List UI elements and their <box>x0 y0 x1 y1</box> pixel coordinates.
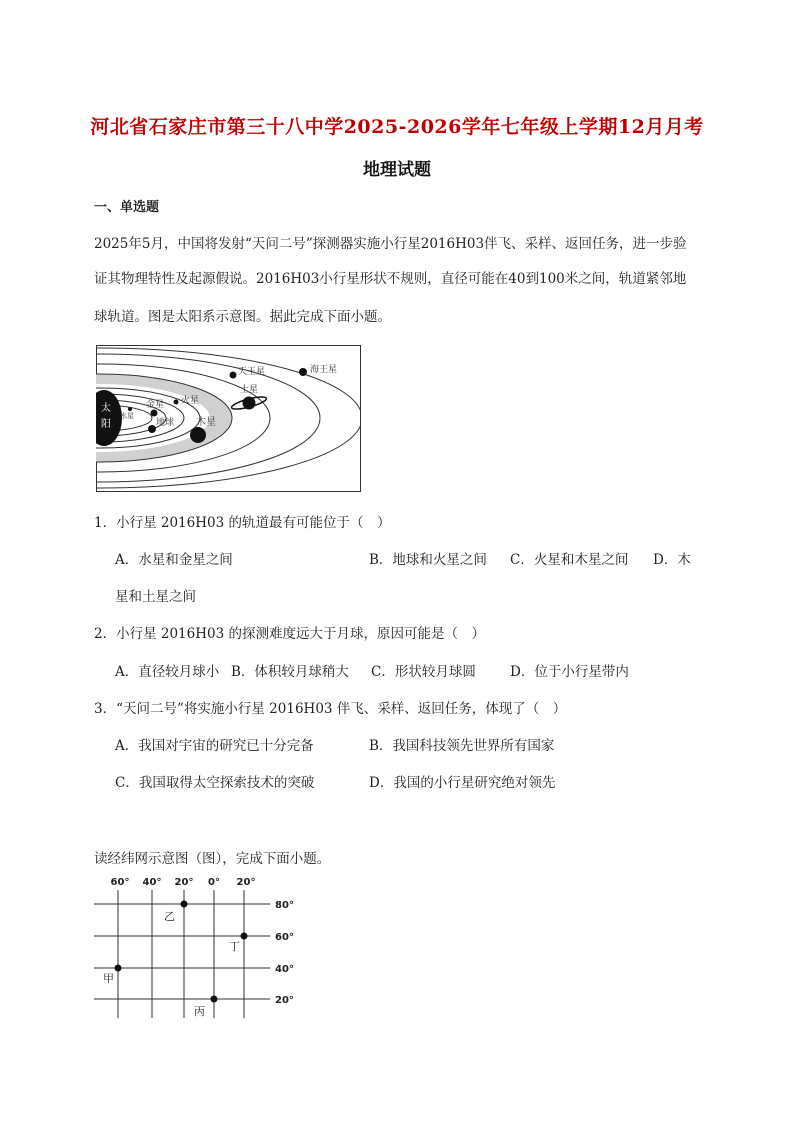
intro-paragraph-line-1: 2025年5月，中国将发射“天问二号”探测器实施小行星2016H03伴飞、采样、返回任务，进一步验 <box>94 236 687 252</box>
question-3-option-c[interactable]: C．我国取得太空探索技术的突破 <box>115 775 315 791</box>
lat-label-60: 60° <box>275 932 294 943</box>
earth-label: 地球 <box>156 418 175 428</box>
sun-label-1: 太 <box>101 403 111 414</box>
lon-label-20-east: 20° <box>236 877 256 888</box>
lon-label-40: 40° <box>142 877 162 888</box>
uranus <box>230 372 237 379</box>
solar-system-diagram <box>96 345 362 493</box>
jupiter <box>190 427 206 443</box>
question-3-option-a[interactable]: A．我国对宇宙的研究已十分完备 <box>115 738 314 754</box>
question-1-option-d[interactable]: D．木 <box>653 552 691 568</box>
point-jia <box>115 965 122 972</box>
neptune-label: 海王星 <box>310 365 338 375</box>
intro-graticule: 读经纬网示意图（图），完成下面小题。 <box>94 851 331 867</box>
question-3-stem: 3．“天问二号”将实施小行星 2016H03 伴飞、采样、返回任务，体现了（ ） <box>94 701 567 717</box>
section-heading-single-choice: 一、单选题 <box>94 200 160 215</box>
lon-label-0: 0° <box>208 877 220 888</box>
intro-paragraph-line-2: 证其物理特性及起源假说。2016H03小行星形状不规则，直径可能在40到100米之间，轨道紧邻地 <box>94 271 687 287</box>
lon-label-20-west: 20° <box>174 877 194 888</box>
question-2-option-a[interactable]: A．直径较月球小 <box>115 664 220 680</box>
saturn <box>243 397 256 410</box>
neptune <box>299 368 307 376</box>
intro-paragraph-line-3: 球轨道。图是太阳系示意图。据此完成下面小题。 <box>94 309 391 325</box>
exam-title: 河北省石家庄市第三十八中学2025-2026学年七年级上学期12月月考 <box>90 116 704 138</box>
point-jia-label: 甲 <box>103 972 114 985</box>
point-ding <box>241 933 248 940</box>
lon-label-60: 60° <box>110 877 130 888</box>
mars-label: 火星 <box>181 396 200 406</box>
question-2-option-b[interactable]: B．体积较月球稍大 <box>231 664 349 680</box>
saturn-label: 土星 <box>240 385 259 395</box>
question-1-option-b[interactable]: B．地球和火星之间 <box>369 552 487 568</box>
point-yi-label: 乙 <box>164 910 175 923</box>
venus <box>151 410 158 417</box>
question-2-option-d[interactable]: D．位于小行星带内 <box>510 664 629 680</box>
question-2-option-c[interactable]: C．形状较月球圆 <box>371 664 476 680</box>
point-ding-label: 丁 <box>229 940 240 953</box>
question-2-stem: 2．小行星 2016H03 的探测难度远大于月球，原因可能是（ ） <box>94 626 485 642</box>
point-bing-label: 丙 <box>194 1005 205 1018</box>
venus-label: 金星 <box>146 400 165 410</box>
mars <box>174 400 179 405</box>
lat-label-20: 20° <box>275 995 294 1006</box>
exam-subtitle: 地理试题 <box>363 160 431 180</box>
lat-label-80: 80° <box>275 900 294 911</box>
lat-label-40: 40° <box>275 964 294 975</box>
uranus-label: 天王星 <box>238 367 266 377</box>
question-1-stem: 1．小行星 2016H03 的轨道最有可能位于（ ） <box>94 515 391 531</box>
question-1-option-a[interactable]: A．水星和金星之间 <box>115 552 233 568</box>
jupiter-label: 木星 <box>196 417 216 428</box>
point-bing <box>211 996 218 1003</box>
question-3-option-d[interactable]: D．我国的小行星研究绝对领先 <box>369 775 556 791</box>
sun-label-2: 阳 <box>101 419 111 430</box>
mercury-label: 水星 <box>120 412 134 420</box>
point-yi <box>181 901 188 908</box>
question-1-option-d-continued: 星和土星之间 <box>115 589 196 605</box>
graticule-diagram <box>90 870 310 1020</box>
question-3-option-b[interactable]: B．我国科技领先世界所有国家 <box>369 738 555 754</box>
earth <box>148 425 156 433</box>
mercury <box>128 407 132 411</box>
question-1-option-c[interactable]: C．火星和木星之间 <box>510 552 629 568</box>
